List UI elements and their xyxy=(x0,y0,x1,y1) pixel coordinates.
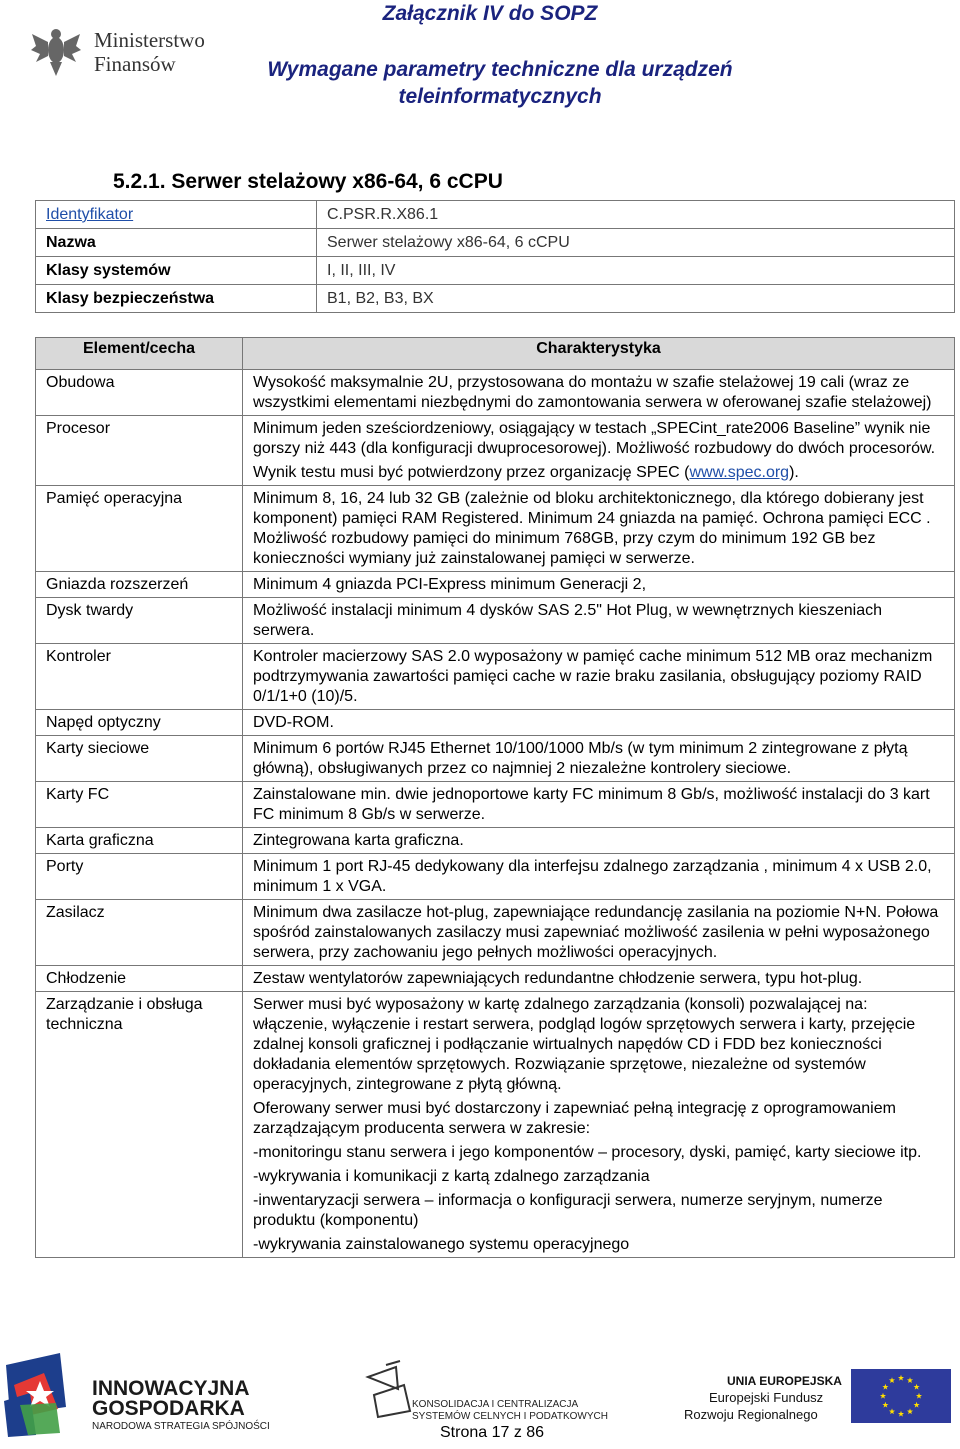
table-row xyxy=(36,598,955,644)
element-name: Chłodzenie xyxy=(36,966,243,992)
characteristic-text: Minimum 6 portów RJ45 Ethernet 10/100/1000 Mb/s (w tym minimum 2 zintegrowane z płytą główną), obsługiwanych przez co najmniej 2 niezależne kontrolery sieciowe. xyxy=(253,740,908,777)
element-characteristic xyxy=(243,572,955,598)
element-characteristic xyxy=(243,644,955,710)
ig-title-line2: GOSPODARKA xyxy=(92,1397,245,1420)
table-row xyxy=(36,854,955,900)
table-row xyxy=(36,710,955,736)
specification-table xyxy=(35,337,955,1258)
table-row xyxy=(36,644,955,710)
characteristic-paragraph xyxy=(253,1191,944,1231)
element-characteristic xyxy=(243,900,955,966)
element-characteristic xyxy=(243,736,955,782)
element-characteristic xyxy=(243,966,955,992)
characteristic-paragraph xyxy=(253,1099,944,1139)
characteristic-text: Minimum 1 port RJ-45 dedykowany dla interfejsu zdalnego zarządzania , minimum 4 x USB 2.0, minimum 1 x VGA. xyxy=(253,858,932,895)
section-title: 5.2.1. Serwer stelażowy x86-64, 6 cCPU xyxy=(113,170,503,193)
characteristic-paragraph xyxy=(253,857,944,897)
characteristic-paragraph xyxy=(253,647,944,707)
characteristic-text: Minimum jeden sześciordzeniowy, osiągający w testach „SPECint_rate2006 Baseline” wynik nie gorszy niż 443 (dla konfiguracji dwuprocesorowej). Możliwość rozbudowy do dwóch procesorów. xyxy=(253,420,936,457)
characteristic-paragraph xyxy=(253,463,944,483)
element-characteristic xyxy=(243,598,955,644)
characteristic-paragraph xyxy=(253,969,944,989)
table-row xyxy=(36,966,955,992)
eu-fund-name: Rozwoju Regionalnego xyxy=(684,1407,818,1422)
characteristic-text: -inwentaryzacji serwera – informacja o konfiguracji serwera, numerze seryjnym, numerze produktu (komponentu) xyxy=(253,1192,883,1229)
document-title: Wymagane parametry techniczne dla urządzeń teleinformatycznych xyxy=(267,58,733,108)
identifier-value: C.PSR.R.X86.1 xyxy=(317,201,955,229)
element-name: Procesor xyxy=(36,416,243,486)
element-characteristic xyxy=(243,416,955,486)
identifier-label[interactable] xyxy=(36,201,317,229)
annex-title: Załącznik IV do SOPZ xyxy=(382,2,598,25)
element-characteristic xyxy=(243,854,955,900)
column-header-element: Element/cecha xyxy=(36,338,243,370)
characteristic-text: Wynik testu musi być potwierdzony przez organizację SPEC ( xyxy=(253,464,690,481)
characteristic-paragraph xyxy=(253,903,944,963)
system-classes-label: Klasy systemów xyxy=(36,257,317,285)
element-characteristic xyxy=(243,992,955,1258)
element-name: Karty FC xyxy=(36,782,243,828)
characteristic-text: Zintegrowana karta graficzna. xyxy=(253,832,464,849)
characteristic-paragraph xyxy=(253,373,944,413)
consolidation-logo-icon xyxy=(368,1361,410,1417)
element-name: Porty xyxy=(36,854,243,900)
characteristic-text: -wykrywania i komunikacji z kartą zdalnego zarządzania xyxy=(253,1168,650,1185)
innovative-economy-logo-icon xyxy=(4,1353,66,1437)
characteristic-text: Wysokość maksymalnie 2U, przystosowana do montażu w szafie stelażowej 19 cali (wraz ze wszystkimi elementami niezbędnymi do zamontowania serwera w oferowanej szafie stelażowej) xyxy=(253,374,932,411)
spec-link[interactable]: www.spec.org xyxy=(689,464,790,481)
characteristic-paragraph xyxy=(253,785,944,825)
table-row xyxy=(36,201,955,229)
characteristic-paragraph xyxy=(253,739,944,779)
characteristic-paragraph xyxy=(253,419,944,459)
table-row xyxy=(36,782,955,828)
system-classes-value: I, II, III, IV xyxy=(317,257,955,285)
element-characteristic xyxy=(243,486,955,572)
security-classes-label: Klasy bezpieczeństwa xyxy=(36,285,317,313)
table-row xyxy=(36,285,955,313)
eu-fund: Europejski Fundusz xyxy=(709,1390,824,1405)
security-classes-value: B1, B2, B3, BX xyxy=(317,285,955,313)
page-number: Strona 17 z 86 xyxy=(440,1424,545,1441)
middle-logo-line2: SYSTEMÓW CELNYCH I PODATKOWYCH xyxy=(412,1411,608,1422)
ministry-name: Ministerstwo Finansów xyxy=(94,28,205,76)
identifier-link[interactable]: Identyfikator xyxy=(46,206,134,223)
characteristic-paragraph xyxy=(253,575,944,595)
ministry-logo xyxy=(30,22,230,78)
element-name: Zarządzanie i obsługa techniczna xyxy=(36,992,243,1258)
element-name: Napęd optyczny xyxy=(36,710,243,736)
table-row xyxy=(36,828,955,854)
characteristic-text: -wykrywania zainstalowanego systemu operacyjnego xyxy=(253,1236,630,1253)
name-value: Serwer stelażowy x86-64, 6 cCPU xyxy=(317,229,955,257)
element-characteristic xyxy=(243,370,955,416)
middle-logo-line1: KONSOLIDACJA I CENTRALIZACJA xyxy=(412,1399,579,1410)
characteristic-text: Możliwość instalacji minimum 4 dysków SAS 2.5" Hot Plug, w wewnętrznych kieszeniach serwera. xyxy=(253,602,883,639)
ig-title-line1: INNOWACYJNA xyxy=(92,1377,250,1400)
characteristic-text: ). xyxy=(789,464,799,481)
eu-title: UNIA EUROPEJSKA xyxy=(727,1374,842,1388)
characteristic-paragraph xyxy=(253,601,944,641)
characteristic-text: Minimum 8, 16, 24 lub 32 GB (zależnie od bloku architektonicznego, dla którego dobierany jest komponent) pamięci RAM Registered. Minimum 24 gniazda na pamięć. Ochrona pamięci ECC . Możliwość rozbudowy pamięci do minimum 768GB, przy czym do minimum 192 GB bez konieczności wymiany już zainstalowanej pamięci w serwerze. xyxy=(253,490,931,567)
characteristic-paragraph xyxy=(253,1167,944,1187)
characteristic-paragraph xyxy=(253,713,944,733)
element-name: Pamięć operacyjna xyxy=(36,486,243,572)
characteristic-paragraph xyxy=(253,489,944,569)
eu-flag-icon xyxy=(851,1369,951,1423)
ig-subtitle: NARODOWA STRATEGIA SPÓJNOŚCI xyxy=(92,1421,270,1432)
table-row xyxy=(36,992,955,1258)
characteristic-text: Minimum 4 gniazda PCI-Express minimum Generacji 2, xyxy=(253,576,647,593)
element-name: Kontroler xyxy=(36,644,243,710)
characteristic-text: Zestaw wentylatorów zapewniających redundantne chłodzenie serwera, typu hot-plug. xyxy=(253,970,863,987)
column-header-characteristic: Charakterystyka xyxy=(243,338,955,370)
eagle-emblem-icon xyxy=(30,22,82,78)
identification-table xyxy=(35,200,955,313)
element-name: Karty sieciowe xyxy=(36,736,243,782)
characteristic-paragraph xyxy=(253,1235,944,1255)
characteristic-text: Zainstalowane min. dwie jednoportowe karty FC minimum 8 Gb/s, możliwość instalacji do 3 kart FC minimum 8 Gb/s w serwerze. xyxy=(253,786,930,823)
table-row xyxy=(36,900,955,966)
table-row xyxy=(36,486,955,572)
table-row xyxy=(36,229,955,257)
table-row xyxy=(36,416,955,486)
specification-rows xyxy=(36,370,955,1258)
element-name: Zasilacz xyxy=(36,900,243,966)
element-name: Dysk twardy xyxy=(36,598,243,644)
table-row xyxy=(36,736,955,782)
element-name: Obudowa xyxy=(36,370,243,416)
characteristic-paragraph xyxy=(253,1143,944,1163)
table-row xyxy=(36,572,955,598)
characteristic-text: Oferowany serwer musi być dostarczony i zapewniać pełną integrację z oprogramowaniem zarządzającym producenta serwera w zakresie: xyxy=(253,1100,896,1137)
element-name: Gniazda rozszerzeń xyxy=(36,572,243,598)
characteristic-text: Serwer musi być wyposażony w kartę zdalnego zarządzania (konsoli) pozwalającej na: włączenie, wyłączenie i restart serwera, podgląd logów sprzętowych serwera i karty, przejęcie zdalnej konsoli graficznej i podłączanie wirtualnych napędów CD i FDD bez konieczności dokładania elementów sprzętowych. Rozwiązanie sprzętowe, niezależne od systemów operacyjnych, zintegrowane z płytą główną. xyxy=(253,996,916,1093)
characteristic-text: -monitoringu stanu serwera i jego komponentów – procesory, dyski, pamięć, karty sieciowe itp. xyxy=(253,1144,922,1161)
element-name: Karta graficzna xyxy=(36,828,243,854)
name-label: Nazwa xyxy=(36,229,317,257)
element-characteristic xyxy=(243,782,955,828)
element-characteristic xyxy=(243,710,955,736)
characteristic-paragraph xyxy=(253,995,944,1095)
element-characteristic xyxy=(243,828,955,854)
table-row xyxy=(36,370,955,416)
characteristic-paragraph xyxy=(253,831,944,851)
table-row xyxy=(36,257,955,285)
characteristic-text: Kontroler macierzowy SAS 2.0 wyposażony w pamięć cache minimum 512 MB oraz mechanizm podtrzymywania zawartości pamięci cache w razie braku zasilania, obsługujący poziomy RAID 0/1/1+0 (10)/5. xyxy=(253,648,933,705)
characteristic-text: Minimum dwa zasilacze hot-plug, zapewniające redundancję zasilania na poziomie N+N. Połowa spośród zainstalowanych zasilaczy musi zapewniać możliwość zasilenia w pełni wyposażonego serwera, przy zachowaniu jego pełnych możliwości operacyjnych. xyxy=(253,904,939,961)
table-header-row xyxy=(36,338,955,370)
characteristic-text: DVD-ROM. xyxy=(253,714,334,731)
